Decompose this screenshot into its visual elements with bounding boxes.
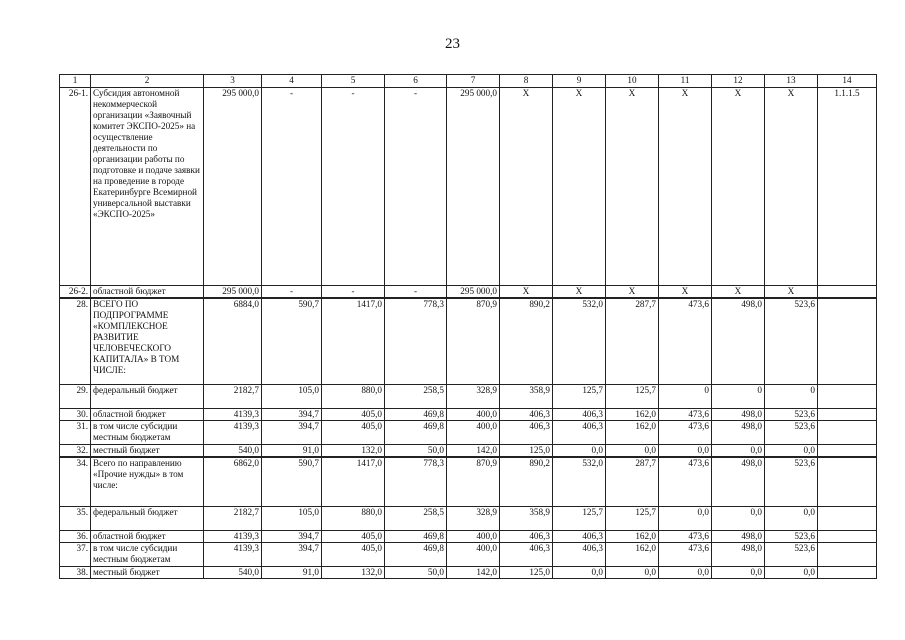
value-cell: 0 <box>712 384 765 408</box>
row-label-cell: областной бюджет <box>91 531 204 543</box>
value-cell: 91,0 <box>262 444 322 457</box>
value-cell: 405,0 <box>322 531 385 543</box>
table-row <box>60 444 877 457</box>
column-number-header-row <box>60 75 877 88</box>
value-cell: 0 <box>659 384 712 408</box>
value-cell: 473,6 <box>659 457 712 507</box>
row-label-cell: областной бюджет <box>91 408 204 420</box>
value-cell: 406,3 <box>553 420 606 444</box>
row-label-cell: ВСЕГО ПО ПОДПРОГРАММЕ «КОМПЛЕКСНОЕ РАЗВИТИЕ ЧЕЛОВЕЧЕСКОГО КАПИТАЛА» В ТОМ ЧИСЛЕ: <box>91 298 204 384</box>
value-cell: 4139,3 <box>204 408 262 420</box>
value-cell: 523,6 <box>765 298 818 384</box>
value-cell: - <box>262 286 322 299</box>
value-cell: 125,7 <box>553 507 606 531</box>
column-header-14: 14 <box>818 75 877 88</box>
value-cell: 469,8 <box>385 420 447 444</box>
value-cell: 258,5 <box>385 507 447 531</box>
table-row <box>60 286 877 299</box>
value-cell: 258,5 <box>385 384 447 408</box>
value-cell: 328,9 <box>447 507 500 531</box>
table-row <box>60 298 877 384</box>
value-cell: 523,6 <box>765 408 818 420</box>
value-cell: 50,0 <box>385 444 447 457</box>
value-cell: 125,0 <box>500 444 553 457</box>
value-cell: 498,0 <box>712 298 765 384</box>
column-header-4: 4 <box>262 75 322 88</box>
column-header-1: 1 <box>60 75 91 88</box>
value-cell: X <box>553 286 606 299</box>
row-label-cell: в том числе субсидии местным бюджетам <box>91 543 204 567</box>
value-cell: 1417,0 <box>322 457 385 507</box>
row-label-cell: местный бюджет <box>91 444 204 457</box>
value-cell: 890,2 <box>500 298 553 384</box>
value-cell: 405,0 <box>322 408 385 420</box>
value-cell: 590,7 <box>262 298 322 384</box>
value-cell: 4139,3 <box>204 420 262 444</box>
page-number: 23 <box>445 36 460 52</box>
value-cell: 0,0 <box>712 567 765 579</box>
column-header-2: 2 <box>91 75 204 88</box>
row-code-cell <box>818 543 877 567</box>
value-cell: 778,3 <box>385 298 447 384</box>
value-cell: 0,0 <box>765 444 818 457</box>
row-index-cell: 37. <box>60 543 91 567</box>
value-cell: 400,0 <box>447 543 500 567</box>
row-index-cell: 36. <box>60 531 91 543</box>
row-index-cell: 26-2. <box>60 286 91 299</box>
value-cell: 4139,3 <box>204 531 262 543</box>
column-header-8: 8 <box>500 75 553 88</box>
row-index-cell: 29. <box>60 384 91 408</box>
row-code-cell <box>818 444 877 457</box>
value-cell: 0,0 <box>765 507 818 531</box>
value-cell: 394,7 <box>262 420 322 444</box>
value-cell: 0,0 <box>659 507 712 531</box>
value-cell: 394,7 <box>262 543 322 567</box>
value-cell: 870,9 <box>447 457 500 507</box>
value-cell: 6862,0 <box>204 457 262 507</box>
value-cell: 880,0 <box>322 507 385 531</box>
row-label-cell: Субсидия автономной некоммерческой организации «Заявочный комитет ЭКСПО-2025» на осуществление деятельности по организации работы по подготовке и подаче заявки на проведение в городе Екатеринбурге Всемирной универсальной выставки «ЭКСПО-2025» <box>91 88 204 286</box>
value-cell: 394,7 <box>262 408 322 420</box>
value-cell: 4139,3 <box>204 543 262 567</box>
value-cell: 132,0 <box>322 444 385 457</box>
value-cell: 132,0 <box>322 567 385 579</box>
value-cell: 287,7 <box>606 298 659 384</box>
value-cell: 0,0 <box>553 567 606 579</box>
value-cell: 540,0 <box>204 567 262 579</box>
row-index-cell: 28. <box>60 298 91 384</box>
value-cell: - <box>385 286 447 299</box>
value-cell: 295 000,0 <box>204 88 262 286</box>
value-cell: 105,0 <box>262 507 322 531</box>
value-cell: - <box>322 286 385 299</box>
row-code-cell <box>818 298 877 384</box>
row-code-cell <box>818 384 877 408</box>
column-header-7: 7 <box>447 75 500 88</box>
row-index-cell: 26-1. <box>60 88 91 286</box>
value-cell: 523,6 <box>765 531 818 543</box>
table-row <box>60 88 877 286</box>
value-cell: 328,9 <box>447 384 500 408</box>
row-label-cell: областной бюджет <box>91 286 204 299</box>
value-cell: 473,6 <box>659 298 712 384</box>
value-cell: 405,0 <box>322 543 385 567</box>
value-cell: X <box>765 286 818 299</box>
value-cell: 400,0 <box>447 531 500 543</box>
value-cell: 523,6 <box>765 543 818 567</box>
value-cell: 295 000,0 <box>204 286 262 299</box>
value-cell: 162,0 <box>606 408 659 420</box>
value-cell: 287,7 <box>606 457 659 507</box>
value-cell: 0,0 <box>606 567 659 579</box>
row-code-cell <box>818 457 877 507</box>
value-cell: 406,3 <box>500 420 553 444</box>
value-cell: 469,8 <box>385 543 447 567</box>
row-code-cell <box>818 408 877 420</box>
value-cell: X <box>712 286 765 299</box>
table-row <box>60 567 877 579</box>
value-cell: - <box>262 88 322 286</box>
value-cell: 91,0 <box>262 567 322 579</box>
value-cell: 590,7 <box>262 457 322 507</box>
value-cell: 162,0 <box>606 420 659 444</box>
value-cell: 473,6 <box>659 420 712 444</box>
row-label-cell: федеральный бюджет <box>91 384 204 408</box>
value-cell: - <box>385 88 447 286</box>
value-cell: 498,0 <box>712 531 765 543</box>
value-cell: 2182,7 <box>204 384 262 408</box>
value-cell: X <box>500 88 553 286</box>
column-header-3: 3 <box>204 75 262 88</box>
value-cell: 50,0 <box>385 567 447 579</box>
row-label-cell: федеральный бюджет <box>91 507 204 531</box>
value-cell: 0,0 <box>659 567 712 579</box>
value-cell: 295 000,0 <box>447 88 500 286</box>
value-cell: 473,6 <box>659 408 712 420</box>
value-cell: 406,3 <box>500 408 553 420</box>
value-cell: 0,0 <box>553 444 606 457</box>
value-cell: - <box>322 88 385 286</box>
value-cell: 295 000,0 <box>447 286 500 299</box>
value-cell: 1417,0 <box>322 298 385 384</box>
value-cell: 0,0 <box>712 444 765 457</box>
column-header-11: 11 <box>659 75 712 88</box>
row-code-cell <box>818 507 877 531</box>
value-cell: X <box>659 88 712 286</box>
value-cell: 406,3 <box>500 543 553 567</box>
value-cell: 473,6 <box>659 531 712 543</box>
table-row <box>60 531 877 543</box>
column-header-9: 9 <box>553 75 606 88</box>
table-row <box>60 507 877 531</box>
column-header-13: 13 <box>765 75 818 88</box>
table-row <box>60 543 877 567</box>
row-code-cell <box>818 531 877 543</box>
value-cell: 406,3 <box>553 408 606 420</box>
table-row <box>60 457 877 507</box>
value-cell: X <box>553 88 606 286</box>
value-cell: 0,0 <box>712 507 765 531</box>
value-cell: X <box>765 88 818 286</box>
value-cell: 870,9 <box>447 298 500 384</box>
value-cell: 532,0 <box>553 298 606 384</box>
value-cell: 540,0 <box>204 444 262 457</box>
table-row <box>60 384 877 408</box>
value-cell: 498,0 <box>712 420 765 444</box>
value-cell: 523,6 <box>765 457 818 507</box>
table-row <box>60 408 877 420</box>
value-cell: X <box>659 286 712 299</box>
value-cell: 0 <box>765 384 818 408</box>
value-cell: 498,0 <box>712 408 765 420</box>
value-cell: X <box>500 286 553 299</box>
column-header-10: 10 <box>606 75 659 88</box>
value-cell: 105,0 <box>262 384 322 408</box>
value-cell: 469,8 <box>385 408 447 420</box>
value-cell: 2182,7 <box>204 507 262 531</box>
value-cell: 406,3 <box>500 531 553 543</box>
value-cell: 400,0 <box>447 408 500 420</box>
value-cell: X <box>606 88 659 286</box>
budget-table <box>59 74 877 579</box>
value-cell: 0,0 <box>659 444 712 457</box>
value-cell: 125,7 <box>553 384 606 408</box>
value-cell: 523,6 <box>765 420 818 444</box>
value-cell: 406,3 <box>553 543 606 567</box>
table-body <box>60 75 877 579</box>
value-cell: 498,0 <box>712 543 765 567</box>
row-index-cell: 32. <box>60 444 91 457</box>
column-header-12: 12 <box>712 75 765 88</box>
value-cell: 880,0 <box>322 384 385 408</box>
column-header-5: 5 <box>322 75 385 88</box>
value-cell: 6884,0 <box>204 298 262 384</box>
value-cell: 406,3 <box>553 531 606 543</box>
value-cell: 473,6 <box>659 543 712 567</box>
row-code-cell <box>818 286 877 299</box>
value-cell: 498,0 <box>712 457 765 507</box>
value-cell: 125,0 <box>500 567 553 579</box>
row-code-cell <box>818 567 877 579</box>
row-code-cell <box>818 420 877 444</box>
value-cell: 142,0 <box>447 444 500 457</box>
value-cell: 890,2 <box>500 457 553 507</box>
row-index-cell: 35. <box>60 507 91 531</box>
row-index-cell: 30. <box>60 408 91 420</box>
value-cell: 0,0 <box>765 567 818 579</box>
row-label-cell: Всего по направлению «Прочие нужды» в том числе: <box>91 457 204 507</box>
value-cell: 394,7 <box>262 531 322 543</box>
row-index-cell: 38. <box>60 567 91 579</box>
value-cell: 162,0 <box>606 543 659 567</box>
value-cell: X <box>712 88 765 286</box>
row-label-cell: местный бюджет <box>91 567 204 579</box>
row-index-cell: 34. <box>60 457 91 507</box>
value-cell: 400,0 <box>447 420 500 444</box>
value-cell: 125,7 <box>606 384 659 408</box>
value-cell: 778,3 <box>385 457 447 507</box>
table-row <box>60 420 877 444</box>
value-cell: 0,0 <box>606 444 659 457</box>
value-cell: 358,9 <box>500 384 553 408</box>
value-cell: 532,0 <box>553 457 606 507</box>
row-label-cell: в том числе субсидии местным бюджетам <box>91 420 204 444</box>
value-cell: X <box>606 286 659 299</box>
value-cell: 358,9 <box>500 507 553 531</box>
value-cell: 142,0 <box>447 567 500 579</box>
row-code-cell: 1.1.1.5 <box>818 88 877 286</box>
value-cell: 162,0 <box>606 531 659 543</box>
column-header-6: 6 <box>385 75 447 88</box>
value-cell: 125,7 <box>606 507 659 531</box>
value-cell: 405,0 <box>322 420 385 444</box>
value-cell: 469,8 <box>385 531 447 543</box>
row-index-cell: 31. <box>60 420 91 444</box>
